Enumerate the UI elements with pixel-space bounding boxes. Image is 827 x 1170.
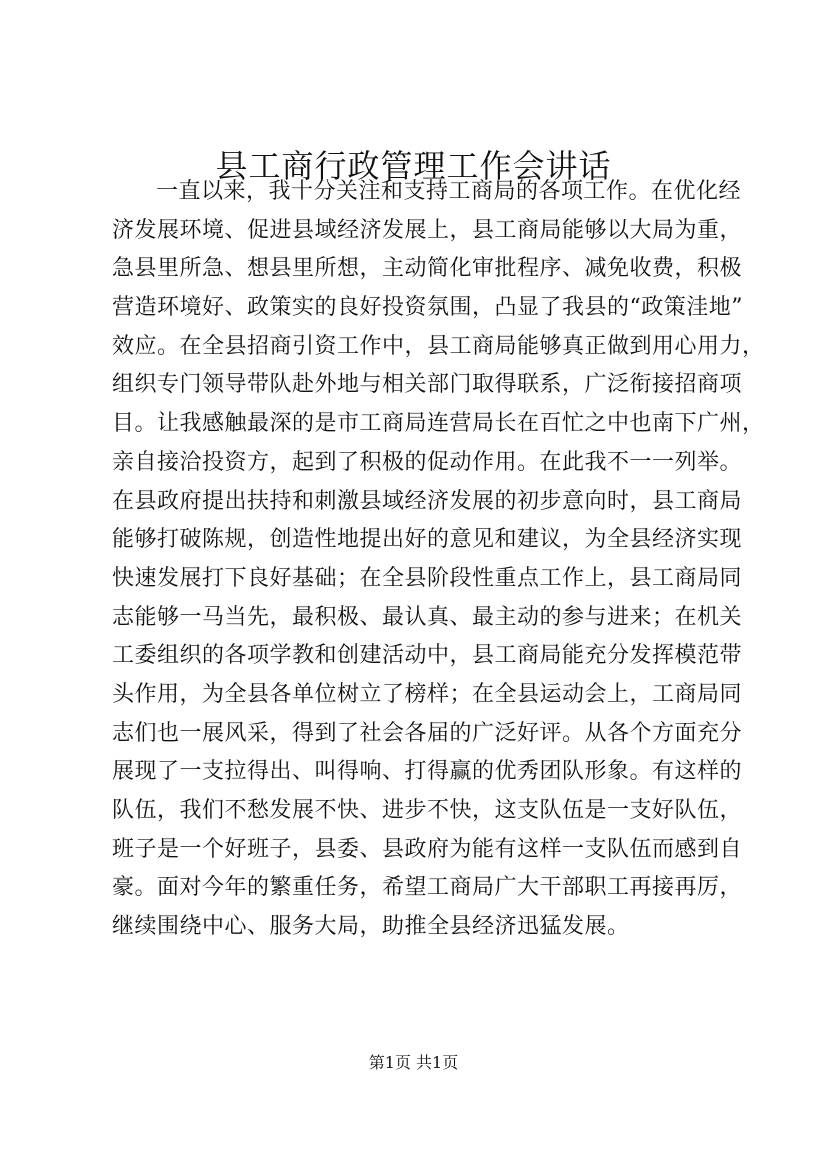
- body-line: 志能够一马当先，最积极、最认真、最主动的参与进来；在机关: [112, 604, 743, 630]
- body-line: 展现了一支拉得出、叫得响、打得赢的优秀团队形象。有这样的: [112, 759, 743, 785]
- body-line: 急县里所急、想县里所想，主动简化审批程序、减免收费，积极: [112, 256, 743, 282]
- body-line: 志们也一展风采，得到了社会各届的广泛好评。从各个方面充分: [112, 720, 743, 746]
- body-line: 头作用，为全县各单位树立了榜样；在全县运动会上，工商局同: [112, 681, 743, 707]
- document-title: 县工商行政管理工作会讲话: [215, 147, 612, 185]
- body-line: 班子是一个好班子，县委、县政府为能有这样一支队伍而感到自: [112, 836, 743, 862]
- body-line: 营造环境好、政策实的良好投资氛围，凸显了我县的“政策洼地”: [112, 295, 743, 321]
- body-line: 快速发展打下良好基础；在全县阶段性重点工作上，县工商局同: [112, 565, 743, 591]
- body-line: 继续围绕中心、服务大局，助推全县经济迅猛发展。: [112, 914, 630, 940]
- body-line: 能够打破陈规，创造性地提出好的意见和建议，为全县经济实现: [112, 527, 743, 553]
- body-line: 工委组织的各项学教和创建活动中，县工商局能充分发挥模范带: [112, 643, 743, 669]
- body-line: 效应。在全县招商引资工作中，县工商局能够真正做到用心用力，: [112, 333, 765, 359]
- body-line: 组织专门领导带队赴外地与相关部门取得联系，广泛衔接招商项: [112, 372, 743, 398]
- document-body: [112, 173, 765, 947]
- page-footer: 第1页 共1页: [368, 1053, 459, 1072]
- body-line: 在县政府提出扶持和刺激县域经济发展的初步意向时，县工商局: [112, 488, 743, 514]
- body-line: 一直以来，我十分关注和支持工商局的各项工作。在优化经: [156, 179, 742, 204]
- body-line: 目。让我感触最深的是市工商局连营局长在百忙之中也南下广州，: [112, 411, 765, 437]
- body-line: 济发展环境、促进县域经济发展上，县工商局能够以大局为重，: [112, 217, 743, 243]
- body-line: 豪。面对今年的繁重任务，希望工商局广大干部职工再接再厉，: [112, 875, 743, 901]
- body-line: 队伍，我们不愁发展不快、进步不快，这支队伍是一支好队伍，: [112, 798, 743, 823]
- body-line: 亲自接洽投资方，起到了积极的促动作用。在此我不一一列举。: [112, 449, 743, 475]
